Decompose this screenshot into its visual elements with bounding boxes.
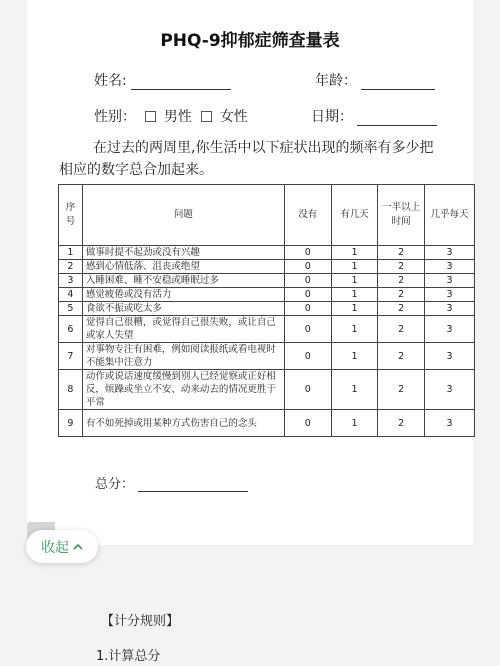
male-label: 男性 bbox=[163, 109, 192, 125]
rules-title: 【计分规则】 bbox=[101, 614, 180, 629]
row-question: 有不如死掉或用某种方式伤害自己的念头 bbox=[82, 410, 284, 437]
header-half-days: 一半以上时间 bbox=[378, 185, 425, 246]
row-score: 3 bbox=[425, 288, 475, 302]
gender-field bbox=[94, 106, 248, 126]
female-checkbox bbox=[201, 111, 212, 122]
row-score: 3 bbox=[425, 410, 475, 437]
total-label: 总分： bbox=[95, 477, 135, 492]
row-score: 1 bbox=[331, 246, 378, 260]
row-index: 3 bbox=[59, 274, 83, 288]
row-index: 6 bbox=[59, 316, 83, 343]
row-question: 感觉疲倦或没有活力 bbox=[82, 288, 284, 302]
collapse-button[interactable] bbox=[26, 530, 98, 563]
header-several-days: 有几天 bbox=[331, 185, 378, 246]
instructions bbox=[59, 137, 459, 181]
table-row bbox=[59, 343, 475, 370]
row-index: 1 bbox=[59, 246, 83, 260]
row-index: 8 bbox=[59, 370, 83, 410]
row-score: 0 bbox=[284, 288, 331, 302]
age-field bbox=[315, 70, 435, 90]
total-line bbox=[138, 477, 248, 492]
table-header-row bbox=[59, 185, 475, 246]
row-score: 3 bbox=[425, 302, 475, 316]
row-question: 对事物专注有困难，例如阅读报纸或看电视时不能集中注意力 bbox=[82, 343, 284, 370]
row-score: 2 bbox=[378, 343, 425, 370]
row-score: 0 bbox=[284, 260, 331, 274]
row-score: 1 bbox=[331, 288, 378, 302]
row-score: 3 bbox=[425, 260, 475, 274]
row-score: 2 bbox=[378, 288, 425, 302]
row-score: 0 bbox=[284, 343, 331, 370]
header-question: 问题 bbox=[82, 185, 284, 246]
page-title: PHQ-9抑郁症筛查量表 bbox=[160, 31, 340, 51]
row-score: 2 bbox=[378, 246, 425, 260]
row-question: 动作或说话速度缓慢到别人已经觉察或正好相反，烦躁或坐立不安、动来动去的情况更胜于平常 bbox=[82, 370, 284, 410]
table-row bbox=[59, 316, 475, 343]
collapse-label: 收起 bbox=[41, 539, 69, 556]
row-score: 2 bbox=[378, 302, 425, 316]
date-line bbox=[357, 111, 437, 126]
name-line bbox=[131, 75, 231, 90]
row-score: 1 bbox=[331, 260, 378, 274]
age-label: 年龄： bbox=[315, 73, 357, 89]
total-score bbox=[95, 473, 248, 492]
row-score: 0 bbox=[284, 302, 331, 316]
row-question: 感到心情低落、沮丧或绝望 bbox=[82, 260, 284, 274]
questionnaire-image bbox=[27, 0, 473, 545]
gender-label: 性别： bbox=[94, 109, 136, 125]
row-score: 0 bbox=[284, 370, 331, 410]
row-score: 2 bbox=[378, 274, 425, 288]
table-row bbox=[59, 410, 475, 437]
table-row bbox=[59, 260, 475, 274]
table-row bbox=[59, 274, 475, 288]
age-line bbox=[361, 75, 435, 90]
header-index: 序号 bbox=[59, 185, 83, 246]
row-score: 3 bbox=[425, 274, 475, 288]
row-score: 1 bbox=[331, 370, 378, 410]
row-question: 做事时提不起劲或没有兴趣 bbox=[82, 246, 284, 260]
row-score: 2 bbox=[378, 410, 425, 437]
row-score: 2 bbox=[378, 370, 425, 410]
date-label: 日期： bbox=[311, 109, 353, 125]
row-score: 1 bbox=[331, 316, 378, 343]
instruction-line-2: 相应的数字总合加起来。 bbox=[59, 162, 213, 178]
row-question: 入睡困难、睡不安稳或睡眠过多 bbox=[82, 274, 284, 288]
row-score: 3 bbox=[425, 316, 475, 343]
header-none: 没有 bbox=[284, 185, 331, 246]
row-score: 0 bbox=[284, 274, 331, 288]
row-score: 1 bbox=[331, 410, 378, 437]
row-score: 2 bbox=[378, 260, 425, 274]
table-row bbox=[59, 288, 475, 302]
row-question: 食欲不振或吃太多 bbox=[82, 302, 284, 316]
row-score: 1 bbox=[331, 274, 378, 288]
name-field bbox=[94, 70, 231, 90]
header-nearly-every-day: 几乎每天 bbox=[425, 185, 475, 246]
table-row bbox=[59, 302, 475, 316]
row-index: 4 bbox=[59, 288, 83, 302]
row-score: 3 bbox=[425, 246, 475, 260]
row-question: 觉得自己很糟，或觉得自己很失败，或让自己或家人失望 bbox=[82, 316, 284, 343]
row-index: 2 bbox=[59, 260, 83, 274]
row-score: 1 bbox=[331, 302, 378, 316]
table-row bbox=[59, 246, 475, 260]
female-label: 女性 bbox=[219, 109, 248, 125]
row-score: 0 bbox=[284, 410, 331, 437]
date-field bbox=[311, 106, 437, 126]
row-score: 0 bbox=[284, 246, 331, 260]
table-row bbox=[59, 370, 475, 410]
row-score: 2 bbox=[378, 316, 425, 343]
name-label: 姓名: bbox=[94, 73, 127, 89]
phq9-table bbox=[58, 184, 475, 437]
chevron-up-icon bbox=[73, 542, 83, 552]
instruction-line-1: 在过去的两周里,你生活中以下症状出现的频率有多少把 bbox=[93, 140, 434, 156]
rules-subtitle: 1.计算总分 bbox=[96, 649, 161, 664]
male-checkbox bbox=[145, 111, 156, 122]
row-index: 5 bbox=[59, 302, 83, 316]
row-score: 0 bbox=[284, 316, 331, 343]
row-score: 3 bbox=[425, 370, 475, 410]
row-score: 3 bbox=[425, 343, 475, 370]
row-score: 1 bbox=[331, 343, 378, 370]
row-index: 9 bbox=[59, 410, 83, 437]
row-index: 7 bbox=[59, 343, 83, 370]
